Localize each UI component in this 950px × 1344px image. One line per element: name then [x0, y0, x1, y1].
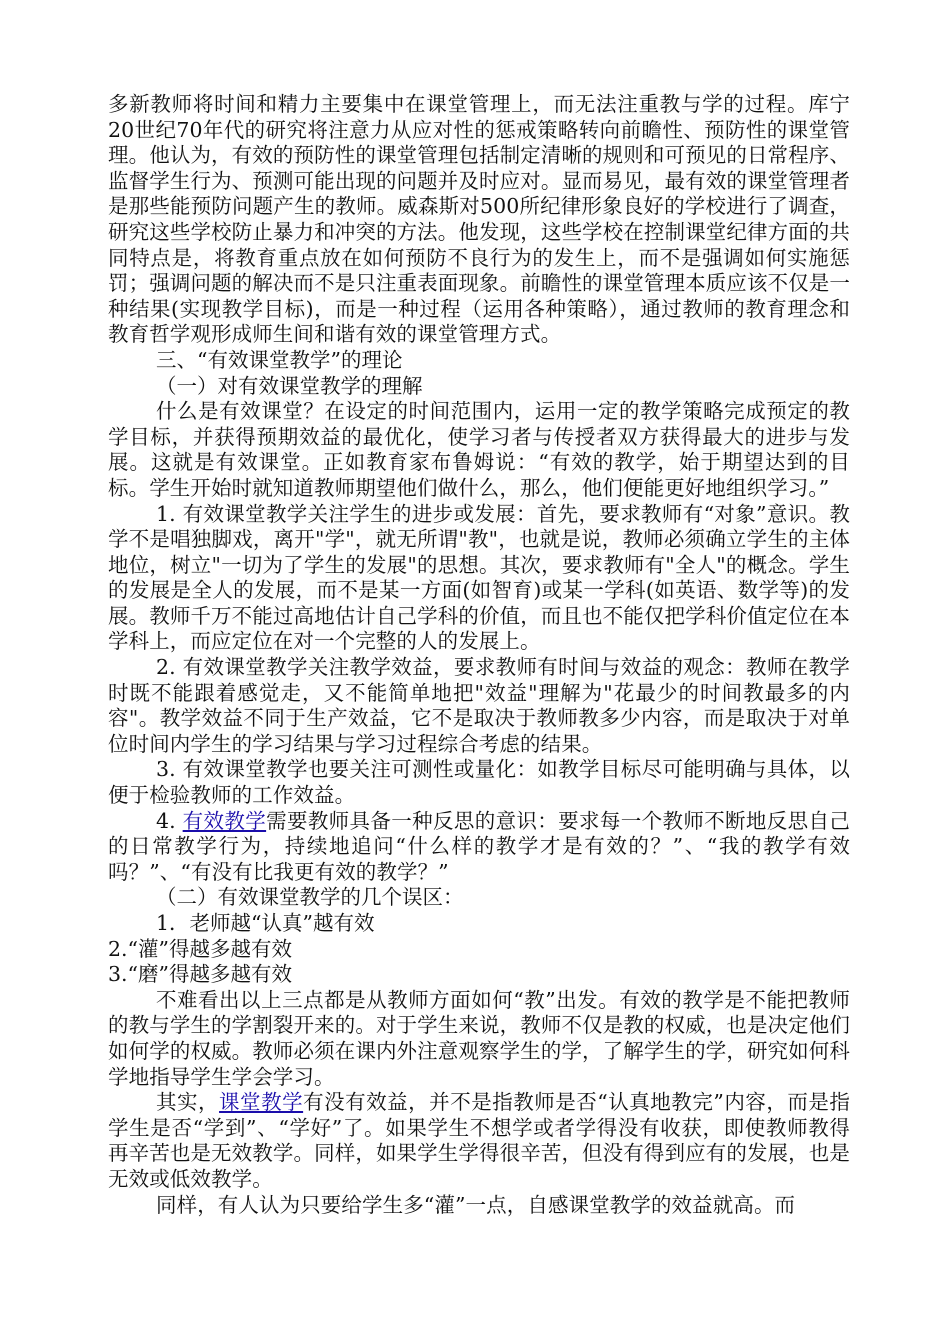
in-fact-prefix: 其实， — [156, 1090, 220, 1115]
link-classroom-teaching[interactable]: 课堂教学 — [219, 1090, 304, 1115]
paragraph-what-is-effective: 什么是有效课堂？在设定的时间范围内，运用一定的教学策略完成预定的教学目标，并获得预期效益的最优化，使学习者与传授者双方获得最大的进步与发展。这就是有效课堂。正如教育家布鲁姆说：“有效的教学，始于期望达到的目标。学生开始时就知道教师期望他们做什么，那么，他们便能更好地组织学习。” — [108, 399, 850, 500]
paragraph-analysis: 不难看出以上三点都是从教师方面如何“教”出发。有效的教学是不能把教师的教与学生的学割裂开来的。对于学生来说，教师不仅是教的权威，也是决定他们如何学的权威。教师必须在课内外注意观察学生的学，了解学生的学，研究如何科学地指导学生学会学习。 — [108, 987, 850, 1089]
paragraph-classroom-management: 多新教师将时间和精力主要集中在课堂管理上，而无法注重教与学的过程。库宁20世纪70年代的研究将注意力从应对性的惩戒策略转向前瞻性、预防性的课堂管理。他认为，有效的预防性的课堂管理包括制定清晰的规则和可预见的日常程序、监督学生行为、预测可能出现的问题并及时应对。显而易见，最有效的课堂管理者是那些能预防问题产生的教师。威森斯对500所纪律形象良好的学校进行了调查，研究这些学校防止暴力和冲突的方法。他发现，这些学校在控制课堂纪律方面的共同特点是，将教育重点放在如何预防不良行为的发生上，而不是强调如何实施惩罚；强调问题的解决而不是只注重表面现象。前瞻性的课堂管理本质应该不仅是一种结果(实现教学目标)，而是一种过程（运用各种策略），通过教师的教育理念和教育哲学观形成师生间和谐有效的课堂管理方式。 — [108, 92, 850, 347]
section-heading-theory: 三、“有效课堂教学”的理论 — [156, 347, 403, 372]
subsection-heading-misconceptions: （二）有效课堂教学的几个误区： — [156, 885, 464, 910]
misconception-item-1: 1．老师越“认真”越有效 — [156, 911, 375, 935]
in-fact-text: 有没有效益，并不是指教师是否“认真地教完”内容，而是指学生是否“学到”、“学好”了。如果学生不想学或者学得没有收获，即使教师教得再辛苦也是无效教学。同样，如果学生学得很辛苦，但没有得到应有的发展，也是无效或低效教学。 — [108, 1090, 850, 1191]
paragraph-similarly: 同样，有人认为只要给学生多“灌”一点，自感课堂教学的效益就高。而 — [156, 1192, 796, 1217]
paragraph-point-2: 2. 有效课堂教学关注教学效益，要求教师有时间与效益的观念：教师在教学时既不能跟着感觉走，又不能简单地把"效益"理解为"花最少的时间教最多的内容"。教学效益不同于生产效益，它不是取决于教师教多少内容，而是取决于对单位时间内学生的学习结果与学习过程综合考虑的结果。 — [108, 655, 850, 756]
misconception-item-3: 3.“磨”得越多越有效 — [108, 962, 293, 987]
link-effective-teaching[interactable]: 有效教学 — [182, 808, 267, 833]
paragraph-point-3: 3. 有效课堂教学也要关注可测性或量化：如教学目标尽可能明确与具体，以便于检验教师的工作效益。 — [108, 757, 850, 808]
misconception-item-2: 2.“灌”得越多越有效 — [108, 936, 293, 961]
point-4-number: 4. — [156, 808, 183, 833]
paragraph-point-1: 1. 有效课堂教学关注学生的进步或发展：首先，要求教师有“对象”意识。教学不是唱独脚戏，离开"学"，就无所谓"教"，也就是说，教师必须确立学生的主体地位，树立"一切为了学生的发展"的思想。其次，要求教师有"全人"的概念。学生的发展是全人的发展，而不是某一方面(如智育)或某一学科(如英语、数学等)的发展。教师千万不能过高地估计自己学科的价值，而且也不能仅把学科价值定位在本学科上，而应定位在对一个完整的人的发展上。 — [108, 501, 850, 654]
subsection-heading-understanding: （一）对有效课堂教学的理解 — [156, 373, 423, 398]
point-4-text: 需要教师具备一种反思的意识：要求每一个教师不断地反思自己的日常教学行为，持续地追问“什么样的教学才是有效的？”、“我的教学有效吗？”、“有没有比我更有效的教学？” — [108, 808, 850, 884]
document-page — [108, 92, 850, 1218]
paragraph-in-fact — [108, 1090, 850, 1192]
paragraph-point-4 — [108, 809, 850, 886]
